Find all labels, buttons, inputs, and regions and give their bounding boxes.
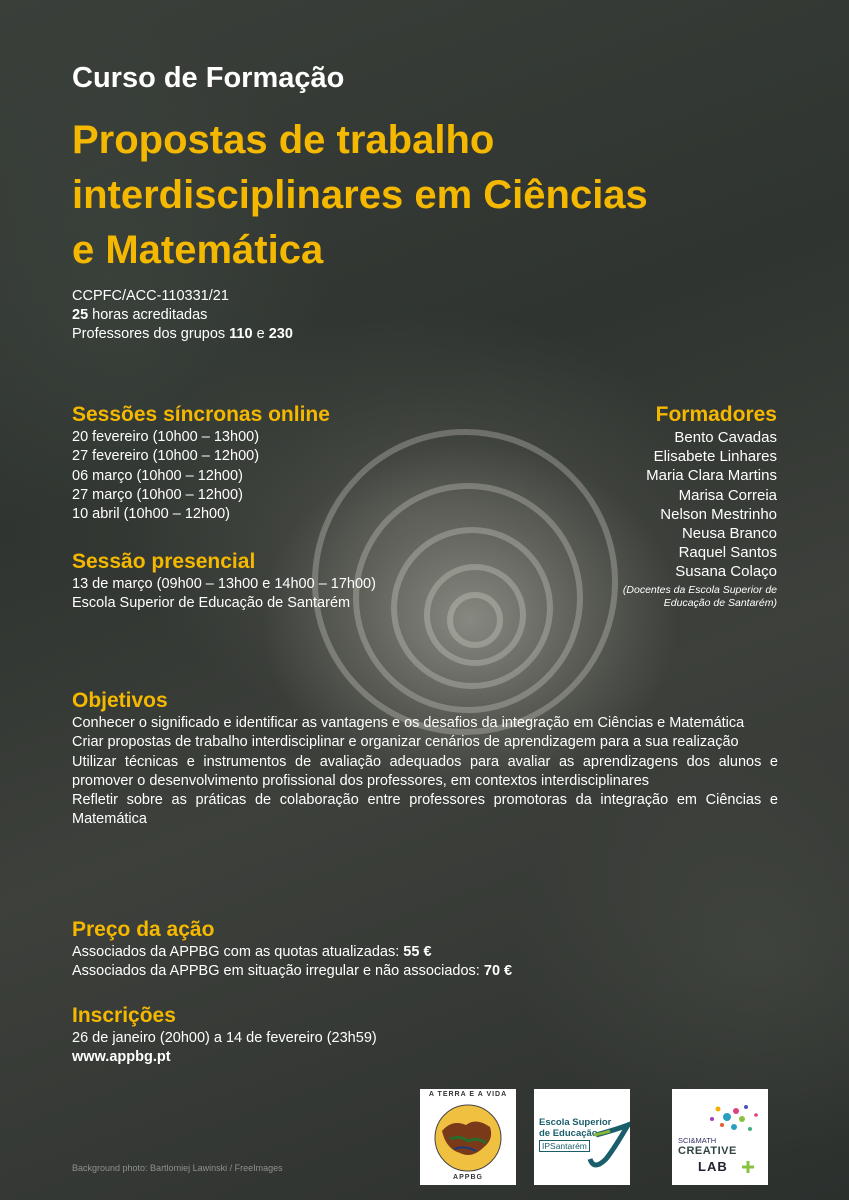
- session-item: 27 fevereiro (10h00 – 12h00): [72, 448, 260, 465]
- photo-credit: Background photo: Bartlomiej Lawinski / FreeImages: [72, 1163, 283, 1173]
- accreditation-code: CCPFC/ACC-110331/21: [72, 288, 229, 304]
- trainers-heading: Formadores: [655, 403, 777, 426]
- price: [72, 917, 512, 982]
- swoosh-icon: [534, 1089, 630, 1185]
- title-line: interdisciplinares em Ciências: [72, 173, 648, 217]
- trainer-name: Raquel Santos: [678, 544, 777, 562]
- session-item: 06 março (10h00 – 12h00): [72, 467, 243, 484]
- sync-sessions-heading: Sessões síncronas online: [72, 403, 330, 426]
- price-heading: Preço da ação: [72, 918, 215, 941]
- registration-period: 26 de janeiro (20h00) a 14 de fevereiro (23h59): [72, 1030, 377, 1046]
- session-item: 20 fevereiro (10h00 – 13h00): [72, 429, 260, 445]
- trainer-name: Marisa Correia: [678, 486, 777, 504]
- appbg-logo: A TERRA E A VIDA APPBG: [420, 1089, 516, 1185]
- objectives: [72, 688, 778, 830]
- trainer-name: Nelson Mestrinho: [660, 505, 777, 523]
- objective-item: Conhecer o significado e identificar as vantagens e os desafios da integração em Ciências e Matemática: [72, 715, 745, 731]
- course-meta: [72, 287, 293, 344]
- session-item: 10 abril (10h00 – 12h00): [72, 506, 231, 523]
- session-item: 27 março (10h00 – 12h00): [72, 486, 243, 503]
- trainers-note: (Docentes da Escola Superior de Educação de Santarém): [622, 583, 777, 609]
- presential-heading: Sessão presencial: [72, 550, 256, 573]
- sync-sessions: [72, 402, 330, 524]
- trainers: [623, 402, 777, 610]
- presential-place: Escola Superior de Educação de Santarém: [72, 595, 351, 612]
- trainer-name: Susana Colaço: [675, 563, 777, 581]
- trainer-name: Elisabete Linhares: [653, 448, 777, 466]
- ese-santarem-logo: Escola Superior de Educação IPSantarém: [534, 1089, 630, 1185]
- objectives-heading: Objetivos: [72, 689, 168, 712]
- price-line-others: Associados da APPBG em situação irregular e não associados: 70 €: [72, 963, 513, 980]
- trainer-name: Maria Clara Martins: [646, 467, 777, 485]
- trainer-name: Neusa Branco: [681, 525, 777, 543]
- registration: [72, 1003, 377, 1068]
- title-line: e Matemática: [72, 228, 324, 272]
- creative-lab-logo: SCI&MATH CREATIVE LAB: [672, 1089, 768, 1185]
- objective-item: Refletir sobre as práticas de colaboração entre professores promotoras da integração em Ciências e Matemática: [72, 792, 778, 828]
- price-line-members: Associados da APPBG com as quotas atualizadas: 55 €: [72, 944, 432, 960]
- course-title: [72, 113, 792, 278]
- target-groups: Professores dos grupos 110 e 230: [72, 326, 293, 342]
- globe-icon: [420, 1089, 516, 1185]
- presential-date: 13 de março (09h00 – 13h00 e 14h00 – 17h00): [72, 576, 376, 592]
- registration-website[interactable]: www.appbg.pt: [72, 1049, 171, 1066]
- trainer-name: Bento Cavadas: [674, 429, 777, 446]
- objective-item: Utilizar técnicas e instrumentos de avaliação adequados para avaliar as aprendizagens dos alunos e promover o desenvolvimento profissional dos professores, em contextos interdisciplinares: [72, 753, 778, 789]
- registration-heading: Inscrições: [72, 1004, 176, 1027]
- presential-session: [72, 549, 376, 614]
- objective-item: Criar propostas de trabalho interdisciplinar e organizar cenários de aprendizagem para a sua realização: [72, 734, 739, 751]
- accredited-hours: 25 horas acreditadas: [72, 307, 208, 323]
- title-line: Propostas de trabalho: [72, 118, 495, 162]
- course-type: Curso de Formação: [72, 62, 345, 94]
